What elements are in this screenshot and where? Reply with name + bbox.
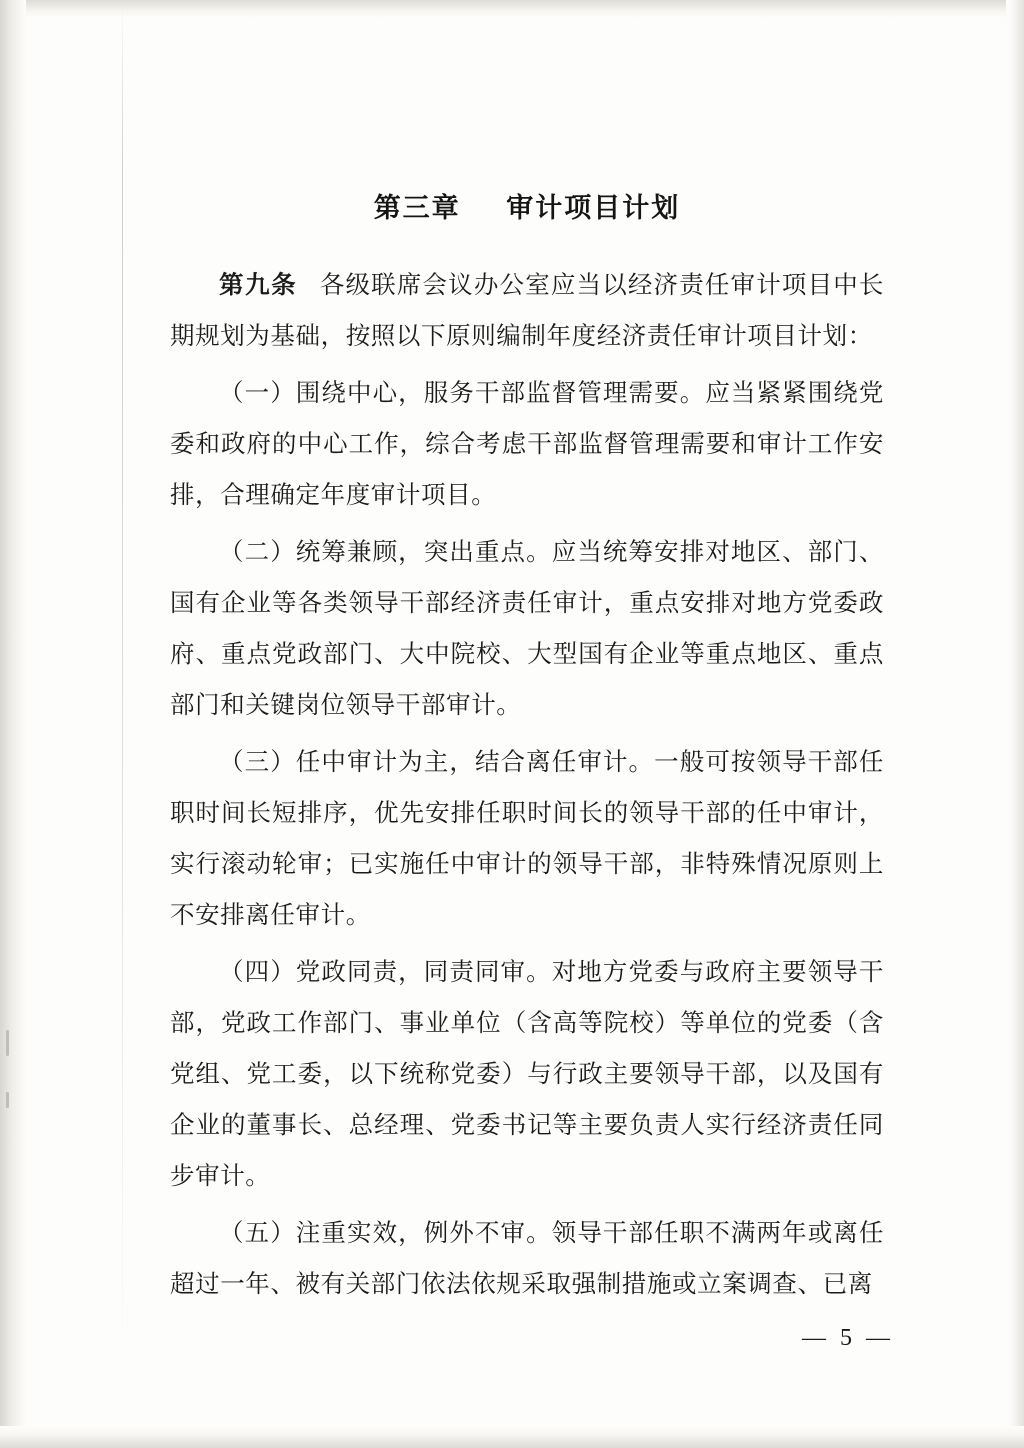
binding-mark-upper bbox=[6, 1030, 9, 1056]
clause-paragraph-5: （五）注重实效，例外不审。领导干部任职不满两年或离任超过一年、被有关部门依法依规采取强制措施或立案调查、已离 bbox=[170, 1220, 884, 1298]
clause-paragraph-3: （三）任中审计为主，结合离任审计。一般可按领导干部任职时间长短排序，优先安排任职时间长的领导干部的任中审计，实行滚动轮审；已实施任中审计的领导干部，非特殊情况原则上不安排离任审计。 bbox=[170, 749, 884, 929]
clause-paragraph-2: （二）统筹兼顾，突出重点。应当统筹安排对地区、部门、国有企业等各类领导干部经济责任审计，重点安排对地方党委政府、重点党政部门、大中院校、大型国有企业等重点地区、重点部门和关键岗位领导干部审计。 bbox=[170, 539, 884, 719]
page-edge-shadow-top bbox=[0, 0, 1024, 18]
page-edge-shadow-left bbox=[0, 0, 26, 1448]
page-edge-shadow-bottom bbox=[0, 1426, 1024, 1448]
clause-paragraph-1: （一）围绕中心，服务干部监督管理需要。应当紧紧围绕党委和政府的中心工作，综合考虑干部监督管理需要和审计工作安排，合理确定年度审计项目。 bbox=[170, 380, 884, 509]
page-edge-shadow-right bbox=[1006, 0, 1024, 1448]
article-number-label: 第九条 bbox=[219, 270, 298, 299]
article-paragraph bbox=[170, 259, 884, 362]
binding-mark-lower bbox=[6, 1092, 9, 1108]
clause-paragraph-4: （四）党政同责，同责同审。对地方党委与政府主要领导干部，党政工作部门、事业单位（含高等院校）等单位的党委（含党组、党工委，以下统称党委）与行政主要领导干部，以及国有企业的董事长、总经理、党委书记等主要负责人实行经济责任同步审计。 bbox=[170, 959, 884, 1190]
page-number: — 5 — bbox=[802, 1325, 894, 1351]
article-text: 各级联席会议办公室应当以经济责任审计项目中长期规划为基础，按照以下原则编制年度经济责任审计项目计划： bbox=[170, 272, 885, 350]
page-fold-line bbox=[122, 0, 123, 1448]
document-body bbox=[170, 186, 884, 1312]
chapter-heading: 第三章 审计项目计划 bbox=[373, 193, 681, 224]
